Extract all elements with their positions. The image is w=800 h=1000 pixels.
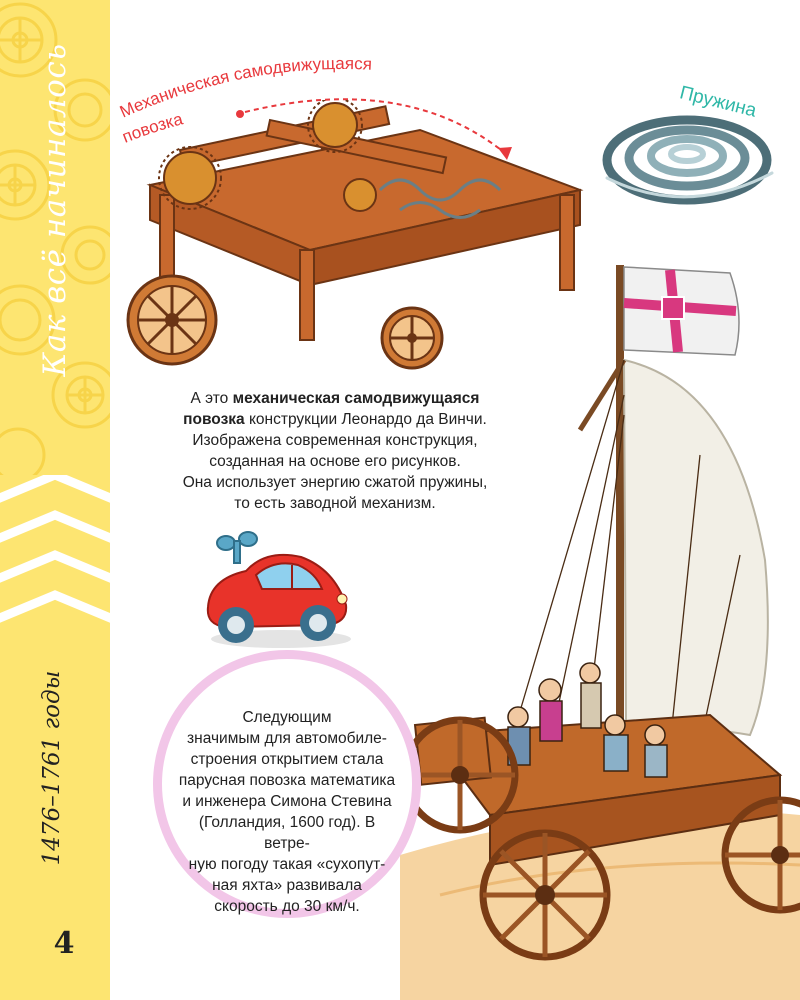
text-line3: Изображена современная конструкция, <box>192 432 478 449</box>
spring-label: Пружина <box>677 82 759 122</box>
text-bold-1: механическая самодвижущаяся <box>232 390 480 407</box>
page-number: 4 <box>53 926 75 961</box>
text-line4: созданная на основе его рисунков. <box>209 453 461 470</box>
text-line2-rest: конструкции Леонардо да Винчи. <box>244 411 487 428</box>
carriage-label-line1: Механическая самодвижущаяся <box>116 53 373 122</box>
bubble-line: ная яхта» развивала <box>212 877 362 894</box>
bubble-text <box>176 707 398 917</box>
years-label: 1476–1761 годы <box>39 670 65 866</box>
bubble-line: ную погоду такая «сухопут- <box>188 856 386 873</box>
bubble-line: и инженера Симона Стевина <box>182 793 392 810</box>
bubble-line: парусная повозка математика <box>178 772 396 789</box>
bubble-line: строения открытием стала <box>190 751 384 768</box>
flag-icon <box>624 267 739 355</box>
carriage-label-line2: повозка <box>119 109 185 147</box>
text-prefix: А это <box>190 390 233 407</box>
text-line6: то есть заводной механизм. <box>234 495 436 512</box>
bubble-line: значимым для автомобиле- <box>187 730 387 747</box>
section-title: Как всё начиналось <box>37 43 73 377</box>
text-bold-2: повозка <box>183 411 245 428</box>
spring-coil-illustration <box>595 108 780 208</box>
bubble-line: Следующим <box>242 709 332 726</box>
bubble-line: скорость до 30 км/ч. <box>214 898 360 915</box>
text-line5: Она использует энергию сжатой пружины, <box>182 474 488 491</box>
wind-up-toy-car-illustration <box>196 527 356 652</box>
sail-wagon-illustration <box>400 255 800 1000</box>
info-bubble <box>153 650 421 918</box>
sidebar <box>0 0 110 1000</box>
bubble-line: (Голландия, 1600 год). В ветре- <box>198 814 376 852</box>
